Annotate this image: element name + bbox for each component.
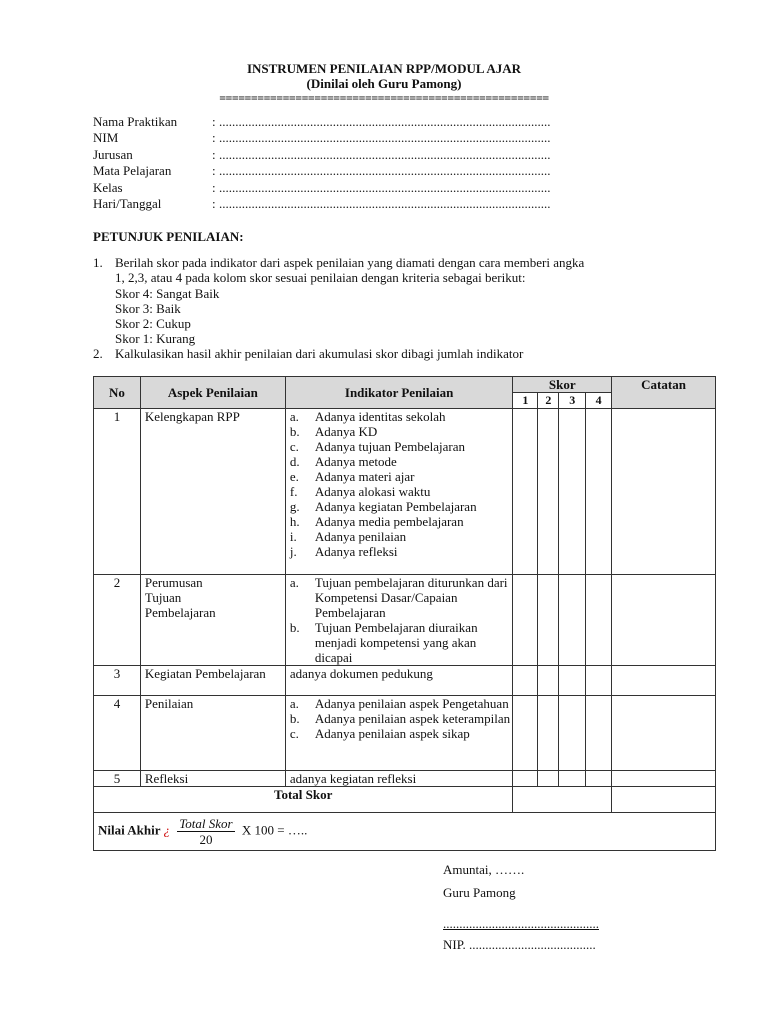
document-subtitle: (Dinilai oleh Guru Pamong) [306,76,462,91]
indicator-item [290,499,513,514]
indicator-item [290,424,513,439]
signature-role: Guru Pamong [443,885,516,900]
signature-line: ................................................ [443,916,599,931]
instruction-number: 1. [93,255,103,270]
catatan-cell[interactable] [612,771,716,787]
indicator-text: Adanya penilaian aspek sikap [314,726,470,741]
score-cell-4[interactable] [586,409,612,575]
row-aspek [140,575,285,666]
table-row [94,409,716,575]
identity-colon: : [212,163,216,179]
indicator-letter: i. [289,529,297,544]
score-cell-3[interactable] [559,409,586,575]
score-cell-3[interactable] [559,666,586,696]
indicator-item [290,711,513,726]
score-cell-4[interactable] [586,696,612,771]
indicator-letter: d. [289,454,300,469]
identity-value-field[interactable]: ...................................................................................................... [219,179,551,195]
indicator-letter: c. [289,726,299,741]
signature-nip: NIP. ....................................... [443,937,596,952]
indicator-text: Adanya identitas sekolah [314,409,446,424]
aspek-text: Penilaian [144,696,194,711]
indicator-letter: j. [289,544,297,559]
indicator-item [290,409,513,424]
identity-colon: : [212,130,216,146]
table-row [94,771,716,787]
identity-label: Jurusan [93,146,133,162]
aspek-text: Kegiatan Pembelajaran [144,666,266,681]
total-skor-cell[interactable] [513,787,612,813]
indicator-text: Adanya penilaian aspek Pengetahuan [314,696,509,711]
nilai-akhir-fraction [177,816,234,847]
identity-value-field[interactable]: ...................................................................................................... [219,130,551,146]
indicator-text: Adanya kegiatan Pembelajaran [314,499,477,514]
identity-label: Mata Pelajaran [93,163,172,179]
indicator-item [290,454,513,469]
score-cell-1[interactable] [513,696,538,771]
scale-text: Skor 3: Baik [115,301,181,316]
header-no: No [94,377,141,409]
assessment-table [93,376,716,851]
scale-text: Skor 4: Sangat Baik [115,286,220,301]
score-cell-1[interactable] [513,575,538,666]
indicator-item [290,575,513,620]
aspek-text: Kelengkapan RPP [144,409,240,424]
instructions-heading: PETUNJUK PENILAIAN: [93,229,244,244]
header-score-4: 4 [586,393,612,409]
indicator-item [290,726,513,741]
document-title: INSTRUMEN PENILAIAN RPP/MODUL AJAR [246,61,522,76]
header-score-3: 3 [559,393,586,409]
title-rule: ==================================================== [219,91,549,105]
indicator-text: Tujuan Pembelajaran diuraikan menjadi kompetensi yang akan dicapai [314,620,478,665]
score-cell-1[interactable] [513,666,538,696]
catatan-cell[interactable] [612,666,716,696]
identity-colon: : [212,114,216,129]
catatan-cell[interactable] [612,409,716,575]
indicator-letter: b. [289,620,300,635]
indicator-text: Adanya KD [314,424,378,439]
row-number: 1 [94,409,141,575]
identity-colon: : [212,196,216,211]
indicator-letter: b. [289,711,300,726]
indicator-letter: e. [289,469,299,484]
identity-value-field[interactable]: ...................................................................................................... [219,196,551,211]
indicator-list [290,696,513,741]
indicator-list [290,575,513,665]
indicator-text: Adanya penilaian aspek keterampilan [314,711,511,726]
score-cell-2[interactable] [538,666,559,696]
table-row [94,575,716,666]
indicator-text: Adanya materi ajar [314,469,415,484]
table-row [94,666,716,696]
signature-place-date: Amuntai, ……. [443,862,525,877]
indicator-text: adanya dokumen pedukung [289,666,433,681]
score-cell-2[interactable] [538,696,559,771]
indicator-text: adanya kegiatan refleksi [289,771,417,786]
score-cell-3[interactable] [559,771,586,787]
nilai-akhir-row [94,813,716,851]
table-row [94,696,716,771]
score-cell-3[interactable] [559,575,586,666]
identity-value-field[interactable]: ...................................................................................................... [219,114,551,129]
header-indikator: Indikator Penilaian [285,377,513,409]
instruction-number: 2. [93,346,103,361]
aspek-text: Perumusan Tujuan Pembelajaran [144,575,216,620]
row-aspek [140,771,285,787]
indicator-text: Adanya metode [314,454,397,469]
score-cell-2[interactable] [538,409,559,575]
indicator-item [290,439,513,454]
identity-colon: : [212,146,216,162]
score-cell-1[interactable] [513,409,538,575]
row-aspek [140,666,285,696]
score-cell-3[interactable] [559,696,586,771]
indicator-item [290,529,513,544]
indicator-item [290,484,513,499]
indicator-text: Adanya penilaian [314,529,407,544]
table-body [94,409,716,787]
indicator-item [290,544,513,559]
row-indikator [285,409,513,575]
nilai-akhir-formula: X 100 = ….. [241,822,308,838]
score-cell-4[interactable] [586,575,612,666]
instruction-text: Kalkulasikan hasil akhir penilaian dari akumulasi skor dibagi jumlah indikator [115,346,524,361]
indicator-letter: a. [289,409,299,424]
row-number: 4 [94,696,141,771]
indicator-letter: h. [289,514,300,529]
instruction-text: Berilah skor pada indikator dari aspek penilaian yang diamati dengan cara memberi angka [115,255,585,270]
instruction-text: 1, 2,3, atau 4 pada kolom skor sesuai penilaian dengan kriteria sebagai berikut: [115,270,526,285]
score-cell-2[interactable] [538,771,559,787]
indicator-letter: g. [289,499,300,514]
row-number: 2 [94,575,141,666]
total-skor-label: Total Skor [94,787,513,813]
identity-label: Hari/Tanggal [93,196,162,211]
row-aspek [140,409,285,575]
total-catatan-cell[interactable] [612,787,716,813]
identity-label: Nama Praktikan [93,114,178,129]
identity-colon: : [212,179,216,195]
indicator-letter: f. [289,484,298,499]
header-score-2: 2 [538,393,559,409]
row-number: 5 [94,771,141,787]
scale-text: Skor 1: Kurang [115,331,196,346]
row-indikator [285,771,513,787]
score-cell-4[interactable] [586,666,612,696]
header-score-1: 1 [513,393,538,409]
row-indikator [285,575,513,666]
score-cell-1[interactable] [513,771,538,787]
indicator-letter: a. [289,575,299,590]
indicator-item [290,469,513,484]
indicator-text: Adanya tujuan Pembelajaran [314,439,466,454]
aspek-text: Refleksi [144,771,189,786]
indicator-text: Adanya media pembelajaran [314,514,464,529]
fraction-numerator: Total Skor [179,816,233,831]
indicator-letter: a. [289,696,299,711]
row-indikator [285,666,513,696]
indicator-text: Adanya alokasi waktu [314,484,431,499]
indicator-text: Tujuan pembelajaran diturunkan dari Kompetensi Dasar/Capaian Pembelajaran [314,575,508,620]
header-catatan: Catatan [612,377,716,409]
nilai-akhir-label: Nilai Akhir [98,822,161,838]
row-number: 3 [94,666,141,696]
catatan-cell[interactable] [612,575,716,666]
header-aspek: Aspek Penilaian [140,377,285,409]
indicator-text: Adanya refleksi [314,544,398,559]
fraction-denominator: 20 [199,832,213,847]
row-aspek [140,696,285,771]
indicator-list [290,409,513,559]
identity-label: Kelas [93,179,123,195]
indicator-letter: b. [289,424,300,439]
indicator-item [290,620,513,665]
scale-text: Skor 2: Cukup [115,316,191,331]
nilai-akhir-symbol: ¿ [163,822,171,838]
score-cell-4[interactable] [586,771,612,787]
identity-label: NIM [93,130,119,146]
score-cell-2[interactable] [538,575,559,666]
row-indikator [285,696,513,771]
catatan-cell[interactable] [612,696,716,771]
identity-value-field[interactable]: ...................................................................................................... [219,146,551,162]
identity-value-field[interactable]: ...................................................................................................... [219,163,551,179]
header-skor: Skor [513,377,612,393]
indicator-letter: c. [289,439,299,454]
indicator-item [290,696,513,711]
indicator-item [290,514,513,529]
